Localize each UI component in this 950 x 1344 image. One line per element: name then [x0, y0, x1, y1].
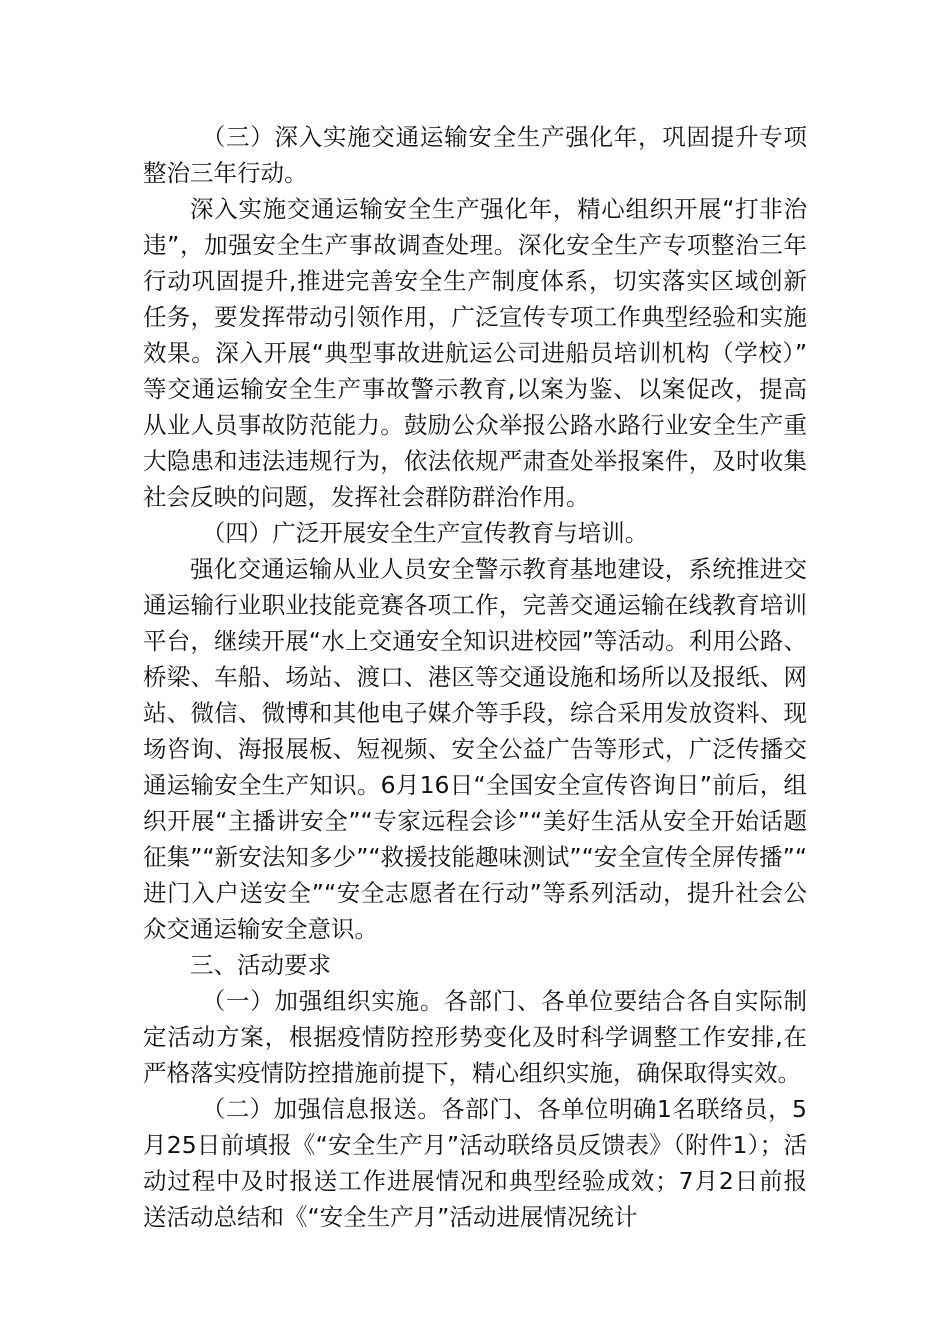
requirement-paragraph: （一）加强组织实施。各部门、各单位要结合各自实际制定活动方案，根据疫情防控形势变化及时科学调整工作安排,在严格落实疫情防控措施前提下，精心组织实施，确保取得实效。 — [143, 987, 807, 1087]
requirement-paragraph: （二）加强信息报送。各部门、各单位明确1名联络员，5月25日前填报《“安全生产月”活动联络员反馈表》（附件1）；活动过程中及时报送工作进展情况和典型经验成效；7月2日前报送活动总结和《“安全生产月”活动进展情况统计 — [143, 1095, 807, 1231]
body-paragraph: 深入实施交通运输安全生产强化年，精心组织开展“打非治违”，加强安全生产事故调查处理。深化安全生产专项整治三年行动巩固提升,推进完善安全生产制度体系，切实落实区域创新任务，要发挥带动引领作用，广泛宣传专项工作典型经验和实施效果。深入开展“典型事故进航运公司进船员培训机构（学校）”等交通运输安全生产事故警示教育,以案为鉴、以案促改，提高从业人员事故防范能力。鼓励公众举报公路水路行业安全生产重大隐患和违法违规行为，依法依规严肃查处举报案件，及时收集社会反映的问题，发挥社会群防群治作用。 — [143, 195, 807, 511]
body-paragraph: 强化交通运输从业人员安全警示教育基地建设，系统推进交通运输行业职业技能竞赛各项工作，完善交通运输在线教育培训平台，继续开展“水上交通安全知识进校园”等活动。利用公路、桥梁、车船、场站、渡口、港区等交通设施和场所以及报纸、网站、微信、微博和其他电子媒介等手段，综合采用发放资料、现场咨询、海报展板、短视频、安全公益广告等形式，广泛传播交通运输安全生产知识。6月16日“全国安全宣传咨询日”前后，组织开展“主播讲安全”“专家远程会诊”“美好生活从安全开始话题征集”“新安法知多少”“救援技能趣味测试”“安全宣传全屏传播”“进门入户送安全”“安全志愿者在行动”等系列活动，提升社会公众交通运输安全意识。 — [143, 555, 807, 943]
section-heading-four: （四）广泛开展安全生产宣传教育与培训。 — [201, 519, 649, 547]
section-heading-requirements: 三、活动要求 — [190, 951, 331, 979]
section-heading-three: （三）深入实施交通运输安全生产强化年，巩固提升专项整治三年行动。 — [143, 123, 807, 187]
document-body — [143, 119, 807, 1235]
